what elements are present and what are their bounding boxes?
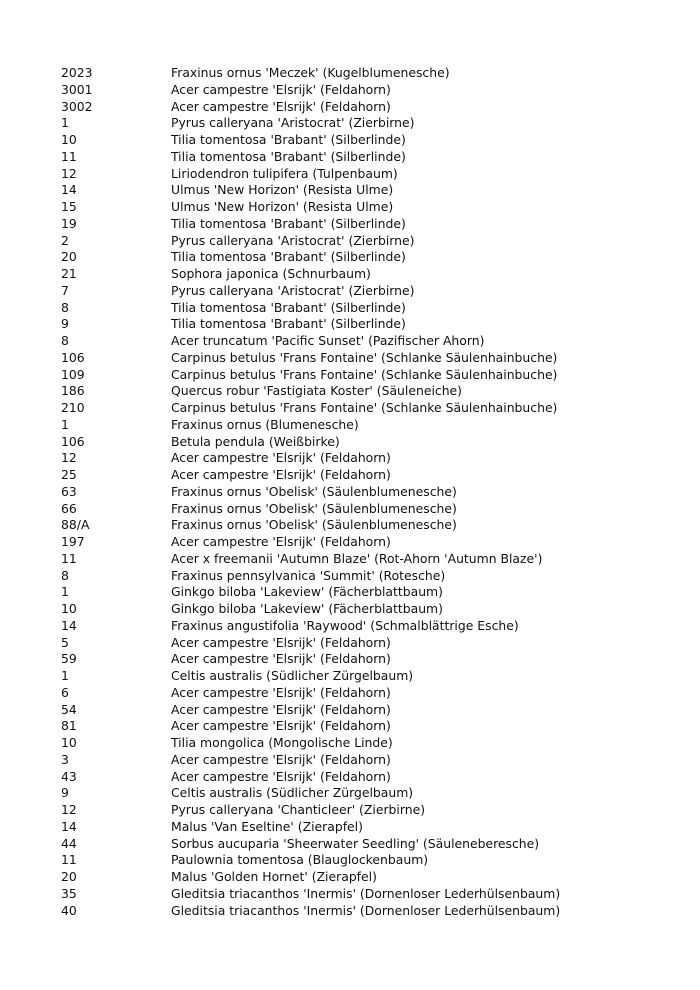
tree-species-cell: Acer campestre 'Elsrijk' (Feldahorn) <box>171 684 391 700</box>
tree-number-cell: 8 <box>61 333 69 348</box>
tree-species-cell: Acer truncatum 'Pacific Sunset' (Pazifischer Ahorn) <box>171 333 485 348</box>
tree-number-cell: 1 <box>61 416 69 432</box>
tree-number-cell: 11 <box>61 852 77 868</box>
tree-number-cell: 7 <box>61 282 69 298</box>
tree-number-cell: 54 <box>61 701 77 717</box>
table-row <box>61 450 681 467</box>
tree-species-cell: Acer x freemanii 'Autumn Blaze' (Rot-Ahorn 'Autumn Blaze') <box>171 550 543 566</box>
tree-species-cell: Malus 'Golden Hornet' (Zierapfel) <box>171 869 377 884</box>
table-row <box>61 316 681 333</box>
tree-species-cell: Ginkgo biloba 'Lakeview' (Fächerblattbaum) <box>171 584 443 600</box>
table-row <box>61 182 681 199</box>
table-row <box>61 534 681 551</box>
tree-species-cell: Liriodendron tulipifera (Tulpenbaum) <box>171 165 398 181</box>
tree-species-cell: Celtis australis (Südlicher Zürgelbaum) <box>171 668 414 683</box>
tree-number-cell: 66 <box>61 500 77 516</box>
table-row <box>61 702 681 719</box>
table-row <box>61 852 681 869</box>
table-row <box>61 65 681 82</box>
tree-species-cell: Acer campestre 'Elsrijk' (Feldahorn) <box>171 450 391 466</box>
table-row <box>61 685 681 702</box>
tree-number-cell: 9 <box>61 316 69 332</box>
tree-species-cell: Carpinus betulus 'Frans Fontaine' (Schlanke Säulenhainbuche) <box>171 349 558 365</box>
tree-species-cell: Tilia tomentosa 'Brabant' (Silberlinde) <box>171 132 406 147</box>
tree-species-cell: Gleditsia triacanthos 'Inermis' (Dornenloser Lederhülsenbaum) <box>171 885 561 901</box>
tree-number-cell: 88/A <box>61 517 90 533</box>
tree-species-cell: Acer campestre 'Elsrijk' (Feldahorn) <box>171 718 391 734</box>
tree-number-cell: 43 <box>61 768 77 784</box>
table-row <box>61 233 681 250</box>
table-row <box>61 869 681 886</box>
tree-species-cell: Acer campestre 'Elsrijk' (Feldahorn) <box>171 634 391 650</box>
tree-number-cell: 11 <box>61 550 77 566</box>
tree-number-cell: 19 <box>61 215 77 231</box>
table-row <box>61 99 681 116</box>
tree-species-cell: Tilia tomentosa 'Brabant' (Silberlinde) <box>171 249 406 265</box>
tree-number-cell: 106 <box>61 433 85 449</box>
tree-number-cell: 210 <box>61 400 85 415</box>
table-row <box>61 886 681 903</box>
tree-species-cell: Malus 'Van Eseltine' (Zierapfel) <box>171 818 363 834</box>
table-row <box>61 551 681 568</box>
table-row <box>61 752 681 769</box>
tree-number-cell: 3001 <box>61 81 93 97</box>
table-row <box>61 132 681 149</box>
table-row <box>61 199 681 216</box>
tree-number-cell: 40 <box>61 902 77 918</box>
tree-species-cell: Ginkgo biloba 'Lakeview' (Fächerblattbaum) <box>171 601 443 616</box>
table-row <box>61 484 681 501</box>
tree-species-cell: Betula pendula (Weißbirke) <box>171 433 340 449</box>
tree-species-cell: Tilia tomentosa 'Brabant' (Silberlinde) <box>171 316 406 332</box>
tree-number-cell: 12 <box>61 450 77 466</box>
tree-species-cell: Acer campestre 'Elsrijk' (Feldahorn) <box>171 467 391 482</box>
table-row <box>61 601 681 618</box>
tree-number-cell: 8 <box>61 567 69 583</box>
tree-species-cell: Acer campestre 'Elsrijk' (Feldahorn) <box>171 534 391 549</box>
tree-species-cell: Pyrus calleryana 'Chanticleer' (Zierbirne) <box>171 802 426 817</box>
table-row <box>61 618 681 635</box>
table-row <box>61 651 681 668</box>
table-row <box>61 668 681 685</box>
tree-species-cell: Carpinus betulus 'Frans Fontaine' (Schlanke Säulenhainbuche) <box>171 366 558 382</box>
table-row <box>61 517 681 534</box>
table-row <box>61 115 681 132</box>
tree-species-cell: Pyrus calleryana 'Aristocrat' (Zierbirne) <box>171 282 415 298</box>
tree-number-cell: 10 <box>61 132 77 147</box>
tree-species-cell: Tilia tomentosa 'Brabant' (Silberlinde) <box>171 299 406 315</box>
tree-species-cell: Acer campestre 'Elsrijk' (Feldahorn) <box>171 651 391 667</box>
tree-species-cell: Sorbus aucuparia 'Sheerwater Seedling' (Säuleneberesche) <box>171 835 540 851</box>
table-row <box>61 350 681 367</box>
tree-number-cell: 6 <box>61 684 69 700</box>
tree-species-cell: Ulmus 'New Horizon' (Resista Ulme) <box>171 182 394 198</box>
table-row <box>61 769 681 786</box>
tree-number-cell: 12 <box>61 802 77 817</box>
table-row <box>61 735 681 752</box>
tree-species-cell: Fraxinus ornus (Blumenesche) <box>171 416 359 432</box>
tree-number-cell: 14 <box>61 182 77 198</box>
tree-number-cell: 2 <box>61 232 69 248</box>
tree-species-cell: Carpinus betulus 'Frans Fontaine' (Schlanke Säulenhainbuche) <box>171 400 558 415</box>
tree-number-cell: 9 <box>61 785 69 801</box>
tree-number-cell: 81 <box>61 718 77 734</box>
tree-number-cell: 14 <box>61 617 77 633</box>
tree-number-cell: 1 <box>61 584 69 600</box>
tree-number-cell: 20 <box>61 249 77 265</box>
table-row <box>61 367 681 384</box>
table-row <box>61 300 681 317</box>
table-row <box>61 635 681 652</box>
table-row <box>61 283 681 300</box>
table-row <box>61 333 681 350</box>
tree-number-cell: 20 <box>61 869 77 884</box>
tree-number-cell: 12 <box>61 165 77 181</box>
table-row <box>61 903 681 920</box>
tree-species-cell: Acer campestre 'Elsrijk' (Feldahorn) <box>171 81 391 97</box>
table-row <box>61 785 681 802</box>
tree-species-cell: Acer campestre 'Elsrijk' (Feldahorn) <box>171 768 391 784</box>
tree-number-cell: 44 <box>61 835 77 851</box>
tree-species-cell: Fraxinus ornus 'Obelisk' (Säulenblumenesche) <box>171 483 457 499</box>
tree-number-cell: 109 <box>61 366 85 382</box>
table-row <box>61 467 681 484</box>
tree-number-cell: 14 <box>61 818 77 834</box>
table-row <box>61 266 681 283</box>
tree-species-cell: Sophora japonica (Schnurbaum) <box>171 266 371 281</box>
tree-species-cell: Tilia tomentosa 'Brabant' (Silberlinde) <box>171 148 406 164</box>
table-row <box>61 383 681 400</box>
tree-number-cell: 1 <box>61 668 69 683</box>
tree-species-cell: Pyrus calleryana 'Aristocrat' (Zierbirne) <box>171 232 415 248</box>
tree-species-cell: Paulownia tomentosa (Blauglockenbaum) <box>171 852 429 868</box>
tree-species-cell: Gleditsia triacanthos 'Inermis' (Dornenloser Lederhülsenbaum) <box>171 902 561 918</box>
table-row <box>61 166 681 183</box>
table-row <box>61 718 681 735</box>
table-row <box>61 584 681 601</box>
tree-species-cell: Acer campestre 'Elsrijk' (Feldahorn) <box>171 751 391 767</box>
tree-number-cell: 5 <box>61 634 69 650</box>
tree-species-cell: Fraxinus ornus 'Obelisk' (Säulenblumenesche) <box>171 517 457 533</box>
tree-species-cell: Fraxinus pennsylvanica 'Summit' (Rotesche) <box>171 567 446 583</box>
tree-number-cell: 186 <box>61 383 85 399</box>
tree-number-cell: 1 <box>61 115 69 131</box>
tree-number-cell: 11 <box>61 148 77 164</box>
table-row <box>61 434 681 451</box>
tree-species-cell: Acer campestre 'Elsrijk' (Feldahorn) <box>171 98 391 114</box>
tree-number-cell: 8 <box>61 299 69 315</box>
tree-list-table <box>61 65 681 919</box>
tree-species-cell: Celtis australis (Südlicher Zürgelbaum) <box>171 785 414 801</box>
table-row <box>61 568 681 585</box>
tree-number-cell: 197 <box>61 534 85 549</box>
table-row <box>61 802 681 819</box>
tree-number-cell: 21 <box>61 266 77 281</box>
table-row <box>61 216 681 233</box>
tree-species-cell: Pyrus calleryana 'Aristocrat' (Zierbirne) <box>171 115 415 131</box>
tree-species-cell: Tilia mongolica (Mongolische Linde) <box>171 735 393 750</box>
table-row <box>61 417 681 434</box>
tree-number-cell: 10 <box>61 735 77 750</box>
table-row <box>61 149 681 166</box>
table-row <box>61 501 681 518</box>
table-row <box>61 819 681 836</box>
tree-species-cell: Acer campestre 'Elsrijk' (Feldahorn) <box>171 701 391 717</box>
tree-number-cell: 15 <box>61 199 77 214</box>
tree-number-cell: 59 <box>61 651 77 667</box>
tree-number-cell: 35 <box>61 885 77 901</box>
tree-species-cell: Tilia tomentosa 'Brabant' (Silberlinde) <box>171 215 406 231</box>
tree-number-cell: 25 <box>61 467 77 482</box>
tree-species-cell: Fraxinus angustifolia 'Raywood' (Schmalblättrige Esche) <box>171 617 519 633</box>
tree-number-cell: 63 <box>61 483 77 499</box>
table-row <box>61 836 681 853</box>
table-row <box>61 82 681 99</box>
tree-number-cell: 3002 <box>61 98 93 114</box>
tree-number-cell: 3 <box>61 751 69 767</box>
tree-number-cell: 106 <box>61 349 85 365</box>
table-row <box>61 249 681 266</box>
tree-number-cell: 10 <box>61 601 77 616</box>
tree-species-cell: Quercus robur 'Fastigiata Koster' (Säuleneiche) <box>171 383 463 399</box>
tree-number-cell: 2023 <box>61 65 93 80</box>
tree-species-cell: Fraxinus ornus 'Meczek' (Kugelblumenesche) <box>171 65 450 80</box>
tree-species-cell: Fraxinus ornus 'Obelisk' (Säulenblumenesche) <box>171 500 457 516</box>
table-row <box>61 400 681 417</box>
tree-species-cell: Ulmus 'New Horizon' (Resista Ulme) <box>171 199 394 214</box>
